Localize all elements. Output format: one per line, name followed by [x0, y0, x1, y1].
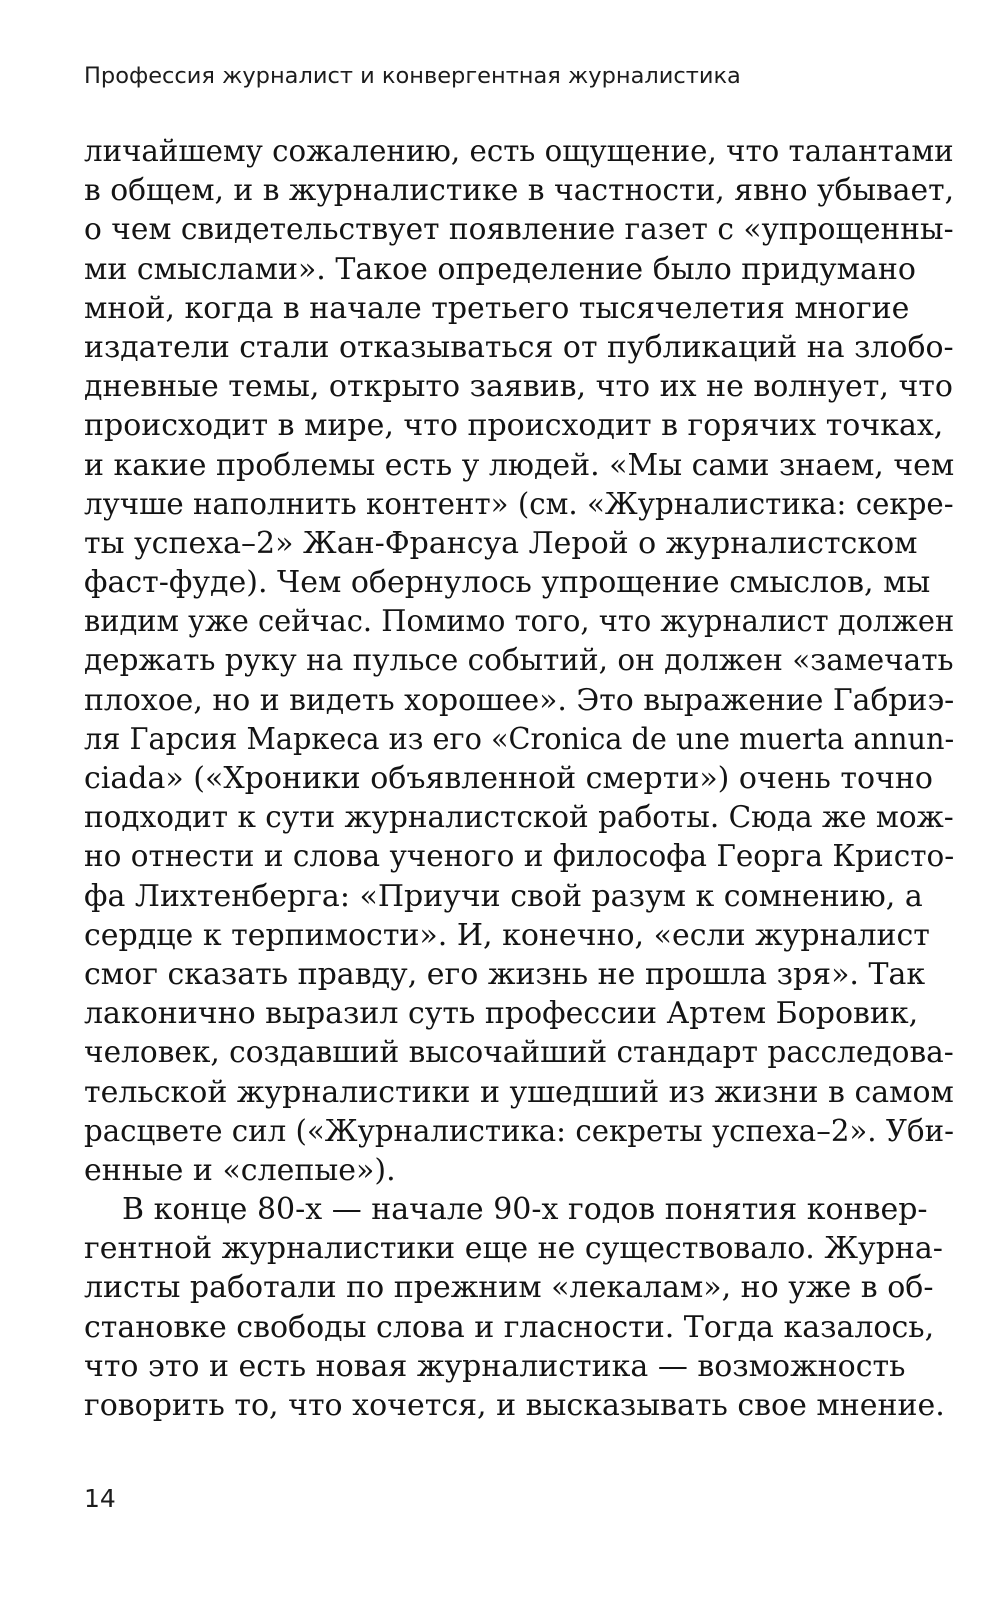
text-line: лаконично выразил суть профессии Артем Боровик,: [84, 996, 919, 1032]
text-line: листы работали по прежним «лекалам», но уже в об-: [84, 1270, 934, 1306]
text-line: енные и «слепые»).: [84, 1152, 396, 1188]
text-line: о чем свидетельствует появление газет с «упрощенны-: [84, 212, 954, 248]
text-line: сердце к терпимости». И, конечно, «если журналист: [84, 917, 930, 953]
text-line: держать руку на пульсе событий, он должен «замечать: [84, 643, 954, 679]
text-line: и какие проблемы есть у людей. «Мы сами знаем, чем: [84, 447, 955, 483]
text-line: ты успеха–2» Жан-Франсуа Лерой о журналистском: [84, 525, 918, 561]
text-line: ля Гарсия Маркеса из его «Cronica de une muerta annun-: [84, 721, 955, 757]
paragraph-2: [84, 1190, 954, 1425]
text-line: мной, когда в начале третьего тысячелетия многие: [84, 290, 910, 326]
text-line: говорить то, что хочется, и высказывать свое мнение.: [84, 1388, 945, 1423]
text-line: дневные темы, открыто заявив, что их не волнует, что: [84, 369, 953, 405]
text-line: фаст-фуде). Чем обернулось упрощение смыслов, мы: [84, 565, 931, 601]
text-line: смог сказать правду, его жизнь не прошла зря». Так: [84, 956, 926, 992]
text-line: происходит в мире, что происходит в горячих точках,: [84, 408, 944, 444]
text-line: что это и есть новая журналистика — возможность: [84, 1348, 906, 1384]
text-line: тельской журналистики и ушедший из жизни в самом: [84, 1074, 954, 1110]
body-text: [84, 132, 954, 1425]
page-number: 14: [84, 1484, 116, 1513]
text-line: расцвете сил («Журналистика: секреты успеха–2». Уби-: [84, 1113, 954, 1149]
running-header: Профессия журналист и конвергентная журналистика: [84, 63, 741, 89]
text-line: ми смыслами». Такое определение было придумано: [84, 251, 916, 287]
text-line: издатели стали отказываться от публикаций на злобо-: [84, 329, 954, 365]
text-line: видим уже сейчас. Помимо того, что журналист должен: [84, 604, 955, 640]
text-line: гентной журналистики еще не существовало. Журна-: [84, 1231, 943, 1267]
text-line: ciada» («Хроники объявленной смерти») очень точно: [84, 761, 933, 796]
text-line: В конце 80-х — начале 90-х годов понятия конвер-: [122, 1192, 928, 1228]
text-line: становке свободы слова и гласности. Тогда казалось,: [84, 1309, 935, 1345]
paragraph-1: [84, 132, 954, 1190]
text-line: плохое, но и видеть хорошее». Это выражение Габриэ-: [84, 682, 955, 718]
text-line: в общем, и в журналистике в частности, явно убывает,: [84, 173, 955, 209]
text-line: фа Лихтенберга: «Приучи свой разум к сомнению, а: [84, 878, 923, 914]
text-line: личайшему сожалению, есть ощущение, что талантами: [84, 134, 954, 169]
text-line: но отнести и слова ученого и философа Георга Кристо-: [84, 839, 955, 875]
text-line: человек, создавший высочайший стандарт расследова-: [84, 1035, 954, 1071]
text-line: подходит к сути журналистской работы. Сюда же мож-: [84, 800, 954, 836]
text-line: лучше наполнить контент» (см. «Журналистика: секре-: [84, 486, 954, 522]
